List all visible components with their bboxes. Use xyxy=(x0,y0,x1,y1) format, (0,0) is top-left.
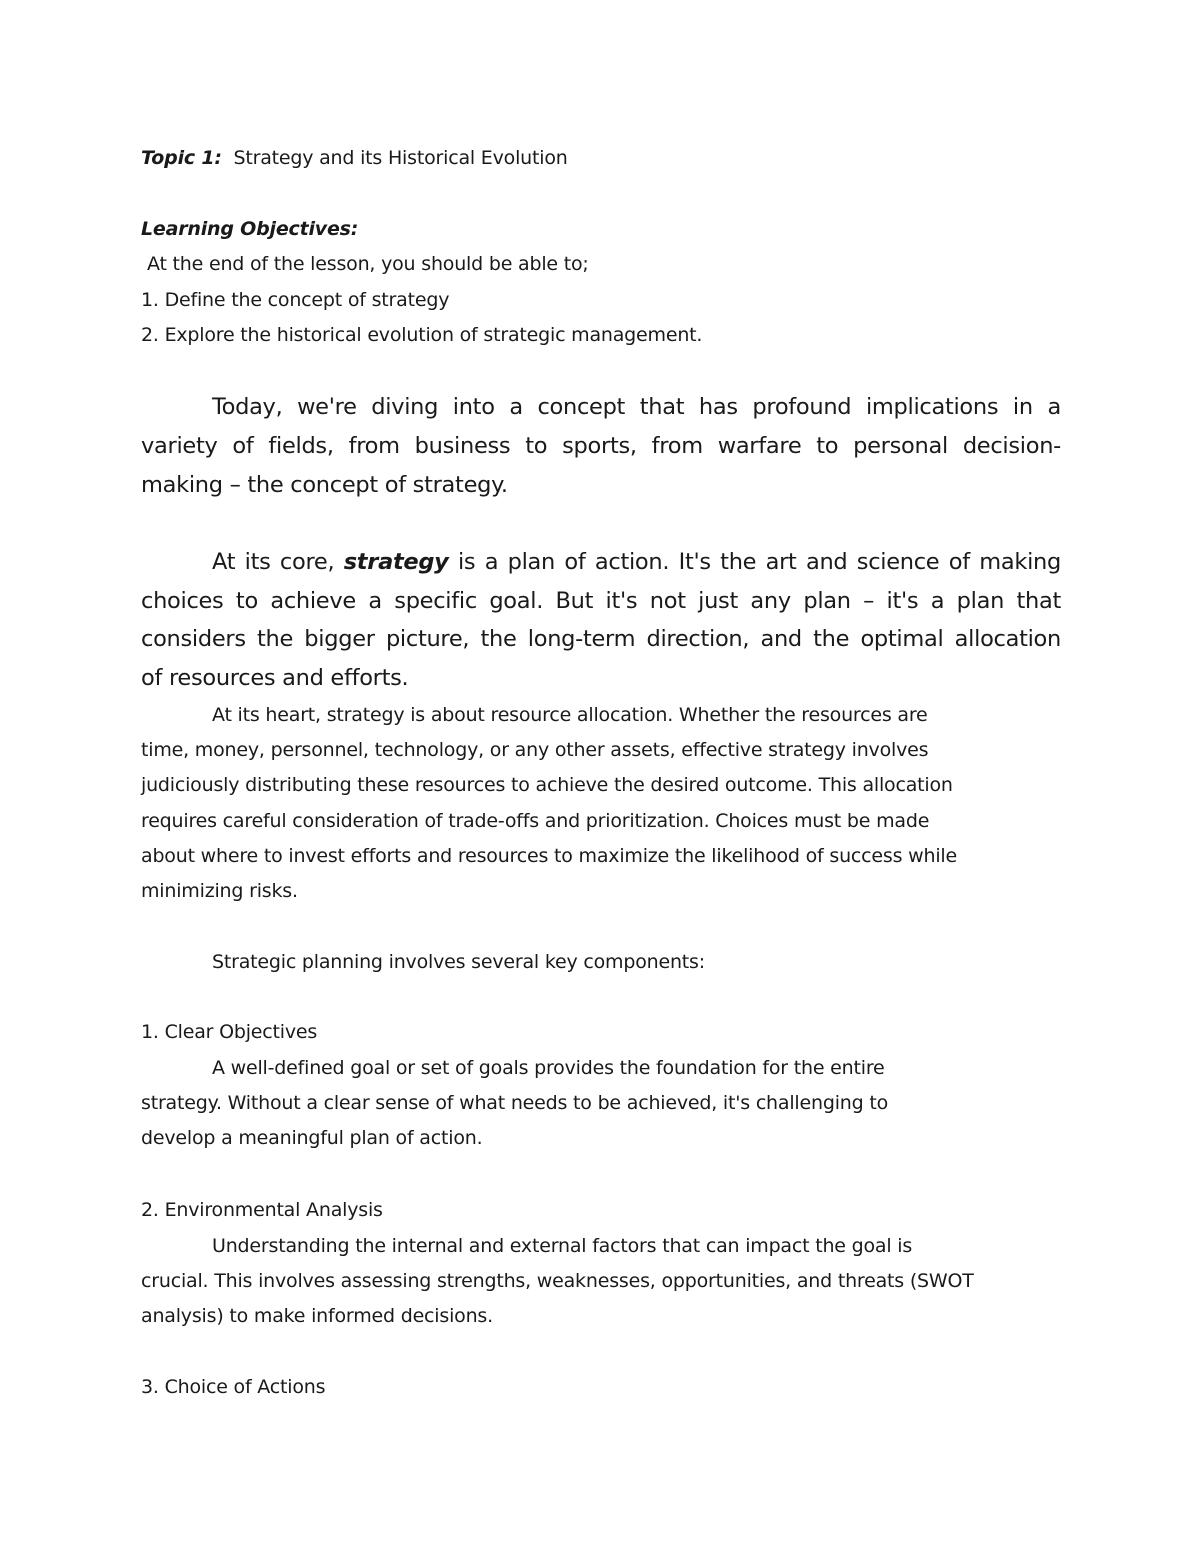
component-heading: 1. Clear Objectives xyxy=(141,1021,318,1043)
component-heading: 3. Choice of Actions xyxy=(141,1376,326,1398)
objectives-intro: At the end of the lesson, you should be able to; xyxy=(147,253,589,275)
intro-paragraph-line: Today, we're diving into a concept that has profound implications in a xyxy=(212,394,1061,420)
core-paragraph-line: choices to achieve a specific goal. But it's not just any plan – it's a plan that xyxy=(141,588,1061,614)
strategy-term: strategy xyxy=(343,549,449,575)
objectives-heading: Learning Objectives: xyxy=(141,218,359,240)
objective-item: 1. Define the concept of strategy xyxy=(141,289,450,311)
component-line: develop a meaningful plan of action. xyxy=(141,1127,483,1149)
core-text: At its core, xyxy=(212,549,335,575)
heart-paragraph-line: minimizing risks. xyxy=(141,880,298,902)
component-line: strategy. Without a clear sense of what needs to be achieved, it's challenging to xyxy=(141,1092,888,1114)
heart-paragraph-line: about where to invest efforts and resources to maximize the likelihood of success while xyxy=(141,845,957,867)
heart-paragraph-line: time, money, personnel, technology, or any other assets, effective strategy involves xyxy=(141,739,929,761)
objective-item: 2. Explore the historical evolution of strategic management. xyxy=(141,324,703,346)
intro-paragraph-line: making – the concept of strategy. xyxy=(141,472,508,498)
intro-paragraph-line: variety of fields, from business to sports, from warfare to personal decision- xyxy=(141,433,1061,459)
core-text: is a plan of action. It's the art and science of making xyxy=(457,549,1061,575)
topic-label: Topic 1: xyxy=(141,147,222,169)
component-line: A well-defined goal or set of goals provides the foundation for the entire xyxy=(212,1057,885,1079)
core-paragraph-line xyxy=(212,548,1061,576)
topic-title: Strategy and its Historical Evolution xyxy=(233,147,568,169)
core-paragraph-line: of resources and efforts. xyxy=(141,665,409,691)
core-paragraph-line: considers the bigger picture, the long-term direction, and the optimal allocation xyxy=(141,626,1061,652)
component-heading: 2. Environmental Analysis xyxy=(141,1199,383,1221)
component-line: crucial. This involves assessing strengths, weaknesses, opportunities, and threats (SWOT xyxy=(141,1270,974,1292)
heart-paragraph-line: requires careful consideration of trade-offs and prioritization. Choices must be made xyxy=(141,810,930,832)
heart-paragraph-line: judiciously distributing these resources to achieve the desired outcome. This allocation xyxy=(141,774,953,796)
topic-line xyxy=(141,146,1061,170)
component-line: analysis) to make informed decisions. xyxy=(141,1305,493,1327)
components-intro: Strategic planning involves several key components: xyxy=(212,951,705,973)
component-line: Understanding the internal and external factors that can impact the goal is xyxy=(212,1235,913,1257)
heart-paragraph-line: At its heart, strategy is about resource allocation. Whether the resources are xyxy=(212,704,928,726)
